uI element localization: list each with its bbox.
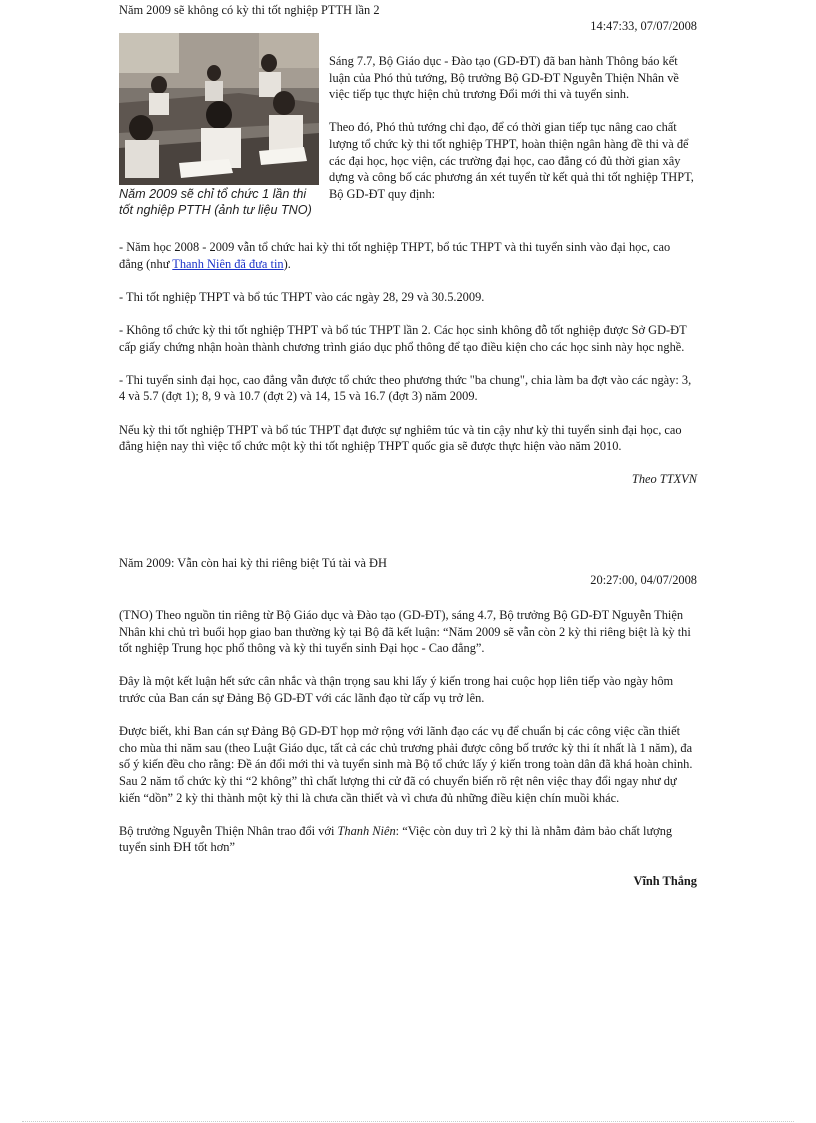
page-bottom-divider [22, 1121, 794, 1122]
article2-title: Năm 2009: Vẫn còn hai kỳ thi riêng biệt Tú tài và ĐH [119, 556, 387, 570]
article1-figure [119, 33, 322, 218]
article2-datetime: 20:27:00, 04/07/2008 [590, 573, 697, 587]
bullet-1-text: - Năm học 2008 - 2009 vẫn tổ chức hai kỳ thi tốt nghiệp THPT, bổ túc THPT và thi tuyển sinh vào đại học, cao đẳng (như [119, 240, 671, 271]
thanh-nien-link[interactable]: Thanh Niên đã đưa tin [172, 256, 284, 271]
article1-title: Năm 2009 sẽ không có kỳ thi tốt nghiệp PTTH lần 2 [119, 3, 380, 17]
paragraph-4-quote: : “Việc còn duy trì 2 kỳ thi là nhằm đảm bảo chất lượng tuyển sinh ĐH tốt hơn” [119, 823, 673, 855]
article1-paragraph-2: Theo đó, Phó thủ tướng chỉ đạo, để có thời gian tiếp tục nâng cao chất lượng tổ chức kỳ thi tốt nghiệp THPT, hoàn thiện ngân hàng đề thi và để các đại học, học viện, các trường đại học, cao đẳng có đủ thời gian xây dựng và công bố các phương án xét tuyển từ kết quả thi tốt nghiệp THPT, Bộ GD-ĐT quy định: [329, 120, 694, 201]
article1-paragraph-3: Nếu kỳ thi tốt nghiệp THPT và bổ túc THPT đạt được sự nghiêm túc và tin cậy như kỳ thi tuyển sinh đại học, cao đẳng hiện nay thì việc tổ chức một kỳ thi tốt nghiệp THPT quốc gia sẽ được thực hiện vào năm 2010. [119, 422, 682, 454]
article1-bullet-4: - Thi tuyển sinh đại học, cao đẳng vẫn được tổ chức theo phương thức "ba chung", chia làm ba đợt vào các ngày: 3, 4 và 5.7 (đợt 1); 8, 9 và 10.7 (đợt 2) và 14, 15 và 16.7 (đợt 3) năm 2009. [119, 372, 692, 404]
bullet-1-end: ). [283, 256, 291, 271]
article1-paragraph-1: Sáng 7.7, Bộ Giáo dục - Đào tạo (GD-ĐT) đã ban hành Thông báo kết luận của Phó thủ tướng, Bộ trưởng Bộ GD-ĐT Nguyễn Thiện Nhân về việc tiếp tục thực hiện chủ trương Đổi mới thi và tuyển sinh. [329, 54, 679, 102]
photo-caption: Năm 2009 sẽ chỉ tổ chức 1 lần thi tốt nghiệp PTTH (ảnh tư liệu TNO) [119, 187, 312, 217]
article1-bullet-3: - Không tổ chức kỳ thi tốt nghiệp THPT và bổ túc THPT lần 2. Các học sinh không đỗ tốt nghiệp được Sở GD-ĐT cấp giấy chứng nhận hoàn thành chương trình giáo dục phổ thông để tạo điều kiện cho các học sinh này học nghề. [119, 322, 687, 354]
article1-bullet-1 [119, 239, 697, 272]
article2-author: Vĩnh Thắng [633, 873, 697, 888]
article2-body [119, 607, 697, 906]
paragraph-4-start: Bộ trưởng Nguyễn Thiện Nhân trao đổi với [119, 823, 338, 838]
exam-room-photo-illustration [119, 33, 319, 185]
newspaper-name: Thanh Niên [337, 823, 396, 838]
article2-paragraph-1: (TNO) Theo nguồn tin riêng từ Bộ Giáo dục và Đào tạo (GD-ĐT), sáng 4.7, Bộ trưởng Bộ GD-ĐT Nguyễn Thiện Nhân khi chủ trì buổi họp giao ban thường kỳ tại Bộ đã kết luận: “Năm 2009 sẽ vẫn còn 2 kỳ thi riêng biệt là kỳ thi tốt nghiệp Trung học phổ thông và kỳ thi tuyển sinh Đại học - Cao đẳng”. [119, 608, 691, 656]
exam-room-photo [119, 33, 319, 185]
article1-bullet-2: - Thi tốt nghiệp THPT và bổ túc THPT vào các ngày 28, 29 và 30.5.2009. [119, 289, 485, 304]
article2-paragraph-4 [119, 823, 697, 856]
article1-intro [329, 53, 697, 219]
article1-datetime: 14:47:33, 07/07/2008 [590, 19, 697, 33]
article1-body [119, 239, 697, 505]
article2-paragraph-2: Đây là một kết luận hết sức cân nhắc và thận trọng sau khi lấy ý kiến trong hai cuộc họp liên tiếp vào ngày hôm trước của Ban cán sự Đảng Bộ GD-ĐT với các lãnh đạo từ cấp vụ trở lên. [119, 674, 674, 705]
article2-paragraph-3: Được biết, khi Ban cán sự Đảng Bộ GD-ĐT họp mở rộng với lãnh đạo các vụ để chuẩn bị các công việc cần thiết cho mùa thi năm sau (theo Luật Giáo dục, tất cả các chủ trương phải được công bố trước kỳ thi ít nhất là 1 năm), đa số ý kiến đều cho rằng: Đề án đổi mới thi và tuyển sinh mà Bộ tổ chức lấy ý kiến trong toàn dân đã khá hoàn chỉnh. Sau 2 năm tổ chức kỳ thi “2 không” thì chất lượng thi cử đã có chuyển biến rõ rệt nên việc thay đổi ngay như dự kiến “dồn” 2 kỳ thi thành một kỳ thi là chưa cần thiết và vì chưa đủ những điều kiện chín muồi khác. [119, 724, 693, 805]
article1-source: Theo TTXVN [631, 472, 697, 487]
